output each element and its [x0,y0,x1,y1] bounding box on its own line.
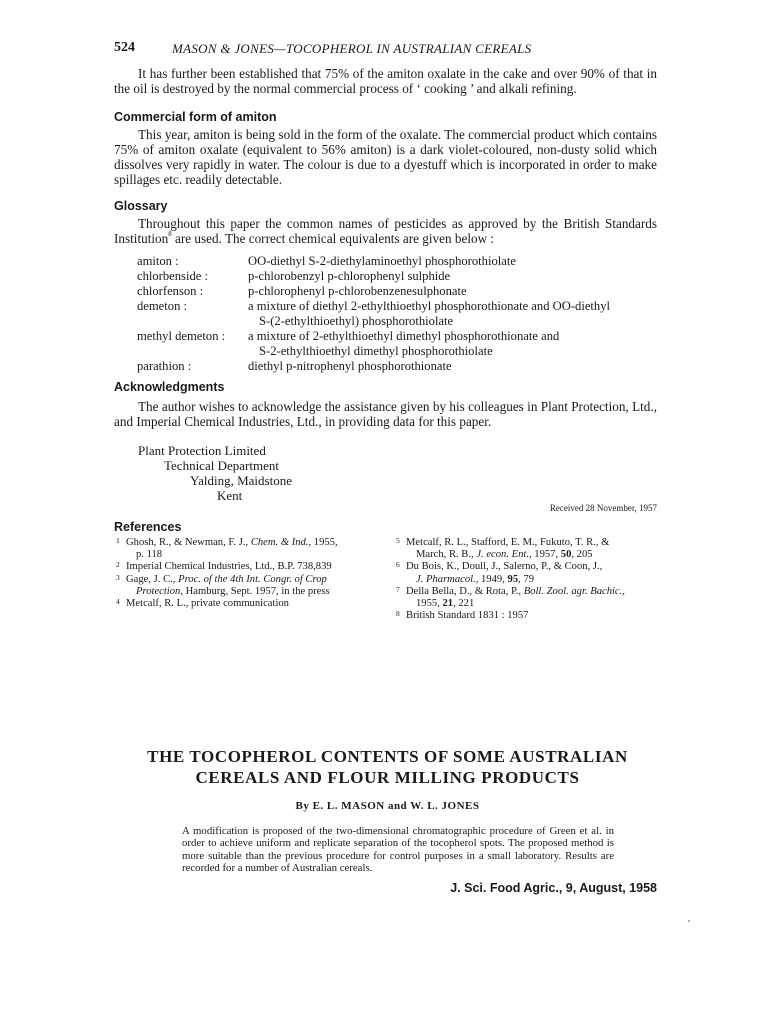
glossary-intro-b: are used. The correct chemical equivalents are given below : [171,231,495,246]
commercial-paragraph: This year, amiton is being sold in the form of the oxalate. The commercial product which contains 75% of amiton oxalate (equivalent to 56% amiton) is a dark violet-coloured, non-dusty solid which dissolves very rapidly in water. The colour is due to a dyestuff which is incorporated in order to make spillages etc. readily detectable. [114,127,657,187]
glossary-def-line: S-2-ethylthioethyl dimethyl phosphorothiolate [259,344,493,358]
glossary-term: chlorbenside : [137,269,208,283]
page-number: 524 [114,40,135,55]
reference-item [396,586,666,610]
reference-item [396,537,666,561]
glossary-def: diethyl p-nitrophenyl phosphorothionate [248,359,452,373]
article-title-line-2: CEREALS AND FLOUR MILLING PRODUCTS [195,768,580,787]
glossary-table [137,254,657,374]
reference-line: British Standard 1831 : 1957 [406,610,529,622]
references-right-column [396,537,666,622]
glossary-def [248,329,657,359]
reference-number: 8 [396,609,400,619]
glossary-def: OO-diethyl S-2-diethylaminoethyl phosphorothiolate [248,254,516,268]
reference-item [116,537,386,561]
acknowledgments-paragraph: The author wishes to acknowledge the assistance given by his colleagues in Plant Protection, Ltd., and Imperial Chemical Industries, Ltd., in providing data for this paper. [114,399,657,429]
address-line-3: Yalding, Maidstone [190,473,292,488]
glossary-term: amiton : [137,254,179,268]
reference-number: 7 [396,584,400,594]
intro-paragraph: It has further been established that 75% of the amiton oxalate in the cake and over 90% of that in the oil is destroyed by the normal commercial process of ‘ cooking ’ and alkali refining. [114,66,657,96]
reference-line: Gage, J. C., Proc. of the 4th Int. Congr. of Crop [126,573,327,585]
running-head: MASON & JONES—TOCOPHEROL IN AUSTRALIAN CEREALS [172,41,532,56]
article-title [0,746,775,788]
reference-line: 1955, 21, 221 [416,598,475,610]
reference-number: 2 [116,560,120,570]
glossary-term: methyl demeton : [137,329,226,343]
glossary-def: p-chlorophenyl p-chlorobenzenesulphonate [248,284,467,298]
reference-line: Ghosh, R., & Newman, F. J., Chem. & Ind., 1955, [126,537,338,548]
article-title-line-1: THE TOCOPHEROL CONTENTS OF SOME AUSTRALIAN [147,747,628,766]
glossary-term: chlorfenson : [137,284,204,298]
glossary-def-line: a mixture of 2-ethylthioethyl dimethyl phosphorothionate and [248,329,560,343]
glossary-def: p-chlorobenzyl p-chlorophenyl sulphide [248,269,451,283]
reference-item [396,561,666,585]
glossary-intro-a: Throughout this paper the common names of pesticides as approved by the British Standards Institution [114,216,657,246]
glossary-def-line: S-(2-ethylthioethyl) phosphorothiolate [259,314,454,328]
reference-line: Du Bois, K., Doull, J., Salerno, P., & Coon, J., [406,561,603,573]
article-byline: By E. L. MASON and W. L. JONES [295,800,480,812]
glossary-term: demeton : [137,299,188,313]
glossary-def [248,299,657,329]
glossary-row [137,284,657,299]
reference-line: J. Pharmacol., 1949, 95, 79 [416,573,534,585]
glossary-def-line: a mixture of diethyl 2-ethylthioethyl phosphorothionate and OO-diethyl [248,299,610,313]
address-line-2: Technical Department [164,458,279,473]
reference-line: March, R. B., J. econ. Ent., 1957, 50, 205 [416,549,593,561]
glossary-row [137,254,657,269]
reference-line: Protection, Hamburg, Sept. 1957, in the press [136,585,330,597]
reference-item [116,574,386,598]
reference-item [116,598,386,610]
address-line-4: Kent [217,488,243,503]
glossary-row [137,269,657,284]
glossary-term: parathion : [137,359,192,373]
reference-line: Imperial Chemical Industries, Ltd., B.P. 738,839 [126,561,332,573]
journal-citation: J. Sci. Food Agric., 9, August, 1958 [450,881,657,895]
reference-number: 3 [116,572,120,582]
received-date: Received 28 November, 1957 [549,503,657,513]
article-abstract: A modification is proposed of the two-dimensional chromatographic procedure of Green et al. in order to achieve uniform and replicate separation of the tocopherol spots. The proposed method is more suitable than the previous procedure for control purposes in a small laboratory. Results are recorded for a number of Australian cereals. [182,825,614,875]
glossary-intro-citation: 8 [168,230,172,238]
references-left-column [116,537,386,610]
reference-line: Metcalf, R. L., private communication [126,598,289,610]
commercial-heading: Commercial form of amiton [114,110,277,124]
reference-line: p. 118 [136,549,163,561]
glossary-row [137,329,657,359]
reference-number: 6 [396,560,400,570]
reference-number: 5 [396,536,400,545]
glossary-row [137,359,657,374]
glossary-row [137,299,657,329]
glossary-heading: Glossary [114,199,168,213]
reference-line: Della Bella, D., & Rota, P., Boll. Zool. agr. Bachic., [406,585,625,597]
reference-item [396,610,666,622]
references-heading: References [114,520,182,534]
reference-number: 1 [116,536,120,545]
reference-item [116,561,386,573]
reference-line: Metcalf, R. L., Stafford, E. M., Fukuto, T. R., & [406,537,610,548]
print-speck [688,920,690,922]
address-line-1: Plant Protection Limited [138,443,266,458]
reference-number: 4 [116,597,120,607]
glossary-intro [114,216,657,246]
acknowledgments-heading: Acknowledgments [114,380,225,394]
